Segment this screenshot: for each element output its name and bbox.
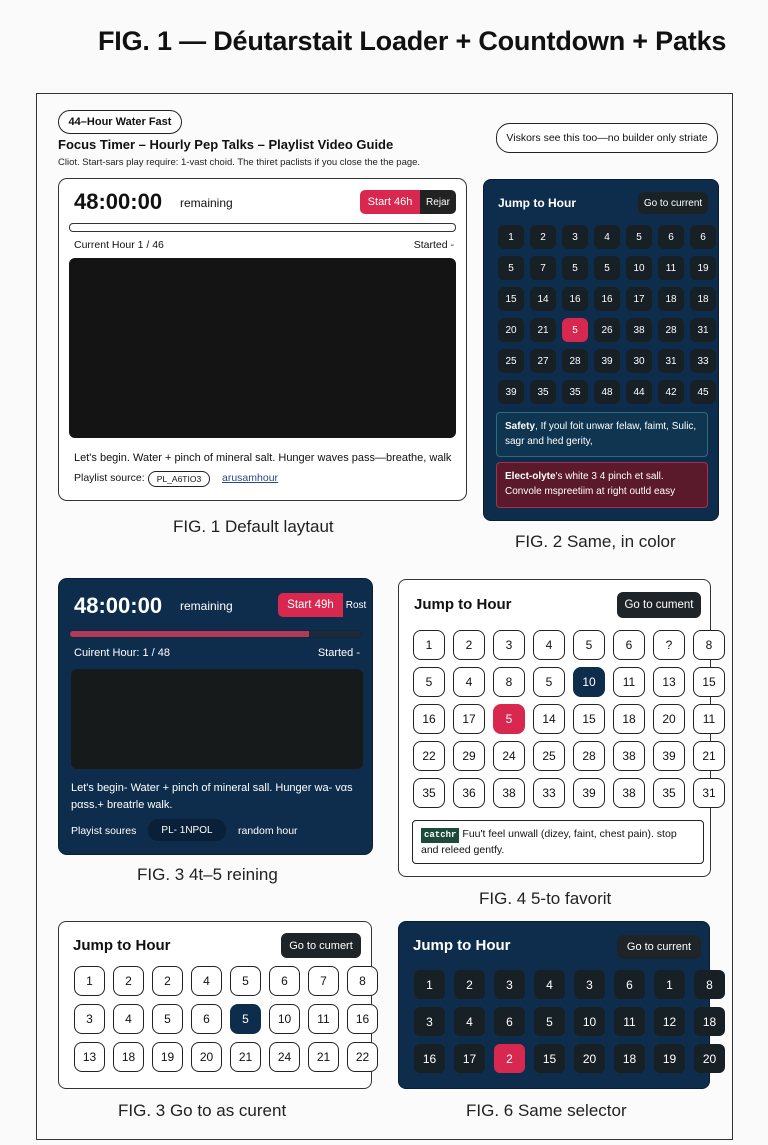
hour-cell[interactable]: 25 — [533, 741, 565, 771]
hour-cell[interactable]: 3 — [562, 225, 588, 249]
hour-cell[interactable]: 31 — [690, 318, 716, 342]
hour-cell[interactable]: 8 — [347, 966, 378, 996]
hour-cell[interactable]: 16 — [562, 287, 588, 311]
fig3-caption: FIG. 3 4t–5 reining — [137, 865, 278, 884]
hour-cell[interactable]: 7 — [530, 256, 556, 280]
current-hour-label: Cuirent Hour: 1 / 48 — [74, 647, 170, 659]
hour-cell[interactable]: 22 — [347, 1042, 378, 1072]
hour-cell[interactable]: 3 — [574, 970, 605, 999]
hour-cell[interactable]: 20 — [498, 318, 524, 342]
hour-cell[interactable]: 3 — [414, 1007, 445, 1036]
hour-cell[interactable]: 35 — [653, 778, 685, 808]
hour-cell[interactable]: 16 — [347, 1004, 378, 1034]
hour-cell[interactable]: 16 — [414, 1044, 445, 1073]
fig6-caption: FIG. 6 Same selector — [466, 1101, 627, 1120]
hour-cell[interactable]: 10 — [573, 667, 605, 697]
hour-cell[interactable]: 19 — [654, 1044, 685, 1073]
timer-card-dark — [58, 578, 373, 855]
started-label: Started - — [413, 239, 454, 251]
hour-cell[interactable]: 1 — [74, 966, 105, 996]
hour-cell[interactable]: 38 — [613, 778, 645, 808]
video-player[interactable] — [69, 258, 456, 438]
hour-cell[interactable]: ? — [653, 630, 685, 660]
hour-cell[interactable]: 4 — [454, 1007, 485, 1036]
hour-cell[interactable]: 19 — [690, 256, 716, 280]
hour-cell[interactable]: 5 — [152, 1004, 183, 1034]
progress-bar — [69, 630, 362, 638]
hour-cell[interactable]: 14 — [533, 704, 565, 734]
hour-cell[interactable]: 39 — [573, 778, 605, 808]
hour-cell[interactable]: 33 — [533, 778, 565, 808]
jump-panel-light-compact — [58, 921, 372, 1089]
jump-title: Jump to Hour — [73, 937, 171, 954]
start-button[interactable]: Start 46h — [360, 190, 420, 214]
jump-title: Jump to Hour — [413, 937, 511, 954]
playlist-id-chip[interactable]: PL- 1NPOL — [148, 819, 226, 841]
hour-cell[interactable]: 42 — [658, 380, 684, 404]
hour-cell[interactable]: 5 — [562, 318, 588, 342]
guide-subtitle: Cliot. Start-sars play require: 1-vast choid. The thiret paclists if you close the the page. — [58, 157, 421, 168]
hour-cell[interactable]: 11 — [308, 1004, 339, 1034]
hour-cell[interactable]: 14 — [530, 287, 556, 311]
hour-cell[interactable]: 38 — [493, 778, 525, 808]
hour-cell[interactable]: 5 — [493, 704, 525, 734]
hour-cell[interactable]: 6 — [614, 970, 645, 999]
hour-cell[interactable]: 4 — [533, 630, 565, 660]
hour-cell[interactable]: 44 — [626, 380, 652, 404]
start-button[interactable]: Start 49h — [278, 593, 343, 617]
go-to-current-button[interactable]: Go to cumert — [281, 933, 361, 958]
hour-cell[interactable]: 18 — [658, 287, 684, 311]
hour-cell[interactable]: 18 — [113, 1042, 144, 1072]
caution-text: Fuu't feel unwall (dizey, faint, chest pain). stop and releed gentfy. — [421, 828, 677, 856]
hour-cell[interactable]: 4 — [453, 667, 485, 697]
safety-note — [496, 412, 708, 457]
countdown-clock: 48:00:00 — [74, 189, 163, 214]
hour-cell[interactable]: 7 — [308, 966, 339, 996]
hour-cell[interactable]: 20 — [191, 1042, 222, 1072]
hour-cell[interactable]: 11 — [614, 1007, 645, 1036]
hour-cell[interactable]: 28 — [562, 349, 588, 373]
go-to-current-button[interactable]: Go to current — [617, 935, 701, 959]
hour-cell[interactable]: 39 — [594, 349, 620, 373]
hour-cell[interactable]: 21 — [308, 1042, 339, 1072]
remaining-label: remaining — [180, 196, 233, 210]
hour-cell[interactable]: 16 — [413, 704, 445, 734]
hour-cell[interactable]: 20 — [653, 704, 685, 734]
hour-cell[interactable]: 5 — [573, 630, 605, 660]
hour-grid — [498, 225, 716, 404]
hour-cell[interactable]: 31 — [658, 349, 684, 373]
hour-cell[interactable]: 11 — [613, 667, 645, 697]
hour-cell[interactable]: 19 — [152, 1042, 183, 1072]
hour-cell[interactable]: 31 — [693, 778, 725, 808]
hour-cell[interactable]: 21 — [530, 318, 556, 342]
guide-title: Focus Timer – Hourly Pep Talks – Playlist Video Guide — [58, 137, 394, 152]
playlist-source-label: Playist soures — [71, 825, 137, 837]
hour-cell[interactable]: 18 — [690, 287, 716, 311]
random-hour-link[interactable]: arusamhour — [222, 472, 279, 484]
hour-cell[interactable]: 3 — [493, 630, 525, 660]
hour-cell[interactable]: 4 — [594, 225, 620, 249]
hour-cell[interactable]: 11 — [693, 704, 725, 734]
hour-cell[interactable]: 17 — [453, 704, 485, 734]
hour-cell[interactable]: 17 — [626, 287, 652, 311]
hour-cell[interactable]: 2 — [530, 225, 556, 249]
reset-button[interactable]: Rejar — [420, 190, 456, 214]
electrolyte-heading: Elect-olyte — [505, 471, 556, 482]
hour-cell[interactable]: 4 — [191, 966, 222, 996]
hour-cell[interactable]: 21 — [230, 1042, 261, 1072]
hour-cell[interactable]: 20 — [694, 1044, 725, 1073]
hour-cell[interactable]: 6 — [690, 225, 716, 249]
hour-cell[interactable]: 15 — [693, 667, 725, 697]
hour-cell[interactable]: 13 — [653, 667, 685, 697]
hour-cell[interactable]: 2 — [454, 970, 485, 999]
fast-type-pill: 44–Hour Water Fast — [58, 110, 182, 134]
timer-card-light — [58, 178, 467, 501]
hour-cell[interactable]: 25 — [498, 349, 524, 373]
current-hour-label: Current Hour 1 / 46 — [74, 239, 164, 251]
hour-cell[interactable]: 15 — [498, 287, 524, 311]
hour-cell[interactable]: 10 — [626, 256, 652, 280]
hour-cell[interactable]: 27 — [530, 349, 556, 373]
hour-cell[interactable]: 18 — [694, 1007, 725, 1036]
hour-cell[interactable]: 39 — [498, 380, 524, 404]
started-label: Started - — [317, 647, 360, 659]
hour-cell[interactable]: 5 — [230, 1004, 261, 1034]
countdown-clock: 48:00:00 — [74, 593, 163, 618]
playlist-source-label: Playlist source: — [74, 472, 145, 484]
hour-cell[interactable]: 3 — [74, 1004, 105, 1034]
hour-cell[interactable]: 20 — [574, 1044, 605, 1073]
hour-cell[interactable]: 10 — [269, 1004, 300, 1034]
hour-cell[interactable]: 22 — [413, 741, 445, 771]
hour-cell[interactable]: 8 — [493, 667, 525, 697]
hour-cell[interactable]: 6 — [269, 966, 300, 996]
hour-cell[interactable]: 29 — [453, 741, 485, 771]
fig4-caption: FIG. 4 5-to favorit — [479, 889, 612, 908]
pep-talk-text: Let's begin. Water + pinch of mineral salt. Hunger waves pass—breathe, walk — [74, 452, 452, 464]
hour-cell[interactable]: 38 — [613, 741, 645, 771]
hour-cell[interactable]: 35 — [562, 380, 588, 404]
hour-cell[interactable]: 48 — [594, 380, 620, 404]
hour-grid — [414, 970, 725, 1073]
hour-cell[interactable]: 5 — [533, 667, 565, 697]
hour-cell[interactable]: 2 — [113, 966, 144, 996]
hour-cell[interactable]: 5 — [230, 966, 261, 996]
hour-cell[interactable]: 6 — [191, 1004, 222, 1034]
hour-cell[interactable]: 39 — [653, 741, 685, 771]
hour-grid — [74, 966, 378, 1072]
hour-cell[interactable]: 15 — [573, 704, 605, 734]
hour-cell[interactable]: 2 — [152, 966, 183, 996]
hour-grid — [413, 630, 725, 808]
go-to-current-button[interactable]: Go to cument — [617, 592, 701, 618]
electrolyte-text: 's white 3 4 pinch et sall. Convole mspreetiim at right outld easy — [505, 471, 676, 497]
hour-cell[interactable]: 16 — [594, 287, 620, 311]
hour-cell[interactable]: 8 — [693, 630, 725, 660]
hour-cell[interactable]: 1 — [414, 970, 445, 999]
hour-cell[interactable]: 2 — [453, 630, 485, 660]
hour-cell[interactable]: 5 — [413, 667, 445, 697]
hour-cell[interactable]: 38 — [626, 318, 652, 342]
hour-cell[interactable]: 1 — [498, 225, 524, 249]
hour-cell[interactable]: 21 — [693, 741, 725, 771]
hour-cell[interactable]: 28 — [573, 741, 605, 771]
hour-cell[interactable]: 5 — [534, 1007, 565, 1036]
visitor-note-pill: Viskors see this too—no builder only striate — [496, 123, 718, 153]
hour-cell[interactable]: 24 — [269, 1042, 300, 1072]
jump-panel-dark — [483, 179, 719, 521]
hour-cell[interactable]: 3 — [494, 970, 525, 999]
video-player[interactable] — [71, 669, 363, 769]
hour-cell[interactable]: 5 — [626, 225, 652, 249]
jump-title: Jump to Hour — [414, 596, 512, 613]
go-to-current-button[interactable]: Go to current — [638, 192, 708, 214]
hour-cell[interactable]: 11 — [658, 256, 684, 280]
hour-cell[interactable]: 45 — [690, 380, 716, 404]
hour-cell[interactable]: 35 — [530, 380, 556, 404]
hour-cell[interactable]: 28 — [658, 318, 684, 342]
hour-cell[interactable]: 5 — [498, 256, 524, 280]
hour-cell[interactable]: 33 — [690, 349, 716, 373]
hour-cell[interactable]: 6 — [613, 630, 645, 660]
reset-button[interactable]: Rost — [343, 593, 369, 617]
hour-cell[interactable]: 18 — [614, 1044, 645, 1073]
hour-cell[interactable]: 13 — [74, 1042, 105, 1072]
hour-cell[interactable]: 35 — [413, 778, 445, 808]
remaining-label: remaining — [180, 599, 233, 613]
jump-panel-dark-compact — [398, 921, 717, 1089]
hour-cell[interactable]: 12 — [654, 1007, 685, 1036]
jump-title: Jump to Hour — [498, 196, 576, 210]
hour-cell[interactable]: 1 — [654, 970, 685, 999]
hour-cell[interactable]: 1 — [413, 630, 445, 660]
caution-note — [412, 820, 704, 864]
hour-cell[interactable]: 2 — [494, 1044, 525, 1073]
hour-cell[interactable]: 4 — [113, 1004, 144, 1034]
caution-tag: catchr — [421, 828, 459, 843]
hour-cell[interactable]: 18 — [613, 704, 645, 734]
safety-text: , If youl foit unwar felaw, faimt, Sulic, sagr and hed gerity, — [505, 421, 697, 447]
pep-talk-text: Let's begin- Water + pinch of mineral sall. Hunger wa- vαs pαss.+ breatrle walk. — [71, 782, 353, 811]
hour-cell[interactable]: 5 — [562, 256, 588, 280]
jump-panel-light — [398, 579, 716, 877]
fig5-caption: FIG. 3 Go to as curent — [118, 1101, 287, 1120]
hour-cell[interactable]: 26 — [594, 318, 620, 342]
progress-bar — [69, 223, 456, 232]
hour-cell[interactable]: 17 — [454, 1044, 485, 1073]
hour-cell[interactable]: 6 — [494, 1007, 525, 1036]
hour-cell[interactable]: 30 — [626, 349, 652, 373]
hour-cell[interactable]: 24 — [493, 741, 525, 771]
hour-cell[interactable]: 10 — [574, 1007, 605, 1036]
fig1-caption: FIG. 1 Default laytaut — [173, 517, 334, 536]
hour-cell[interactable]: 6 — [658, 225, 684, 249]
progress-fill — [70, 631, 309, 637]
hour-cell[interactable]: 36 — [453, 778, 485, 808]
playlist-id-chip[interactable]: PL_A6TIO3 — [148, 471, 210, 487]
document-title: FIG. 1 — Déutarstait Loader + Countdown + Patks — [98, 26, 727, 56]
hour-cell[interactable]: 4 — [534, 970, 565, 999]
hour-cell[interactable]: 15 — [534, 1044, 565, 1073]
hour-cell[interactable]: 5 — [594, 256, 620, 280]
fig2-caption: FIG. 2 Same, in color — [515, 532, 676, 551]
hour-cell[interactable]: 8 — [694, 970, 725, 999]
safety-heading: Safety — [505, 421, 536, 432]
electrolyte-note — [496, 462, 708, 508]
random-hour-link[interactable]: random hour — [238, 825, 298, 837]
